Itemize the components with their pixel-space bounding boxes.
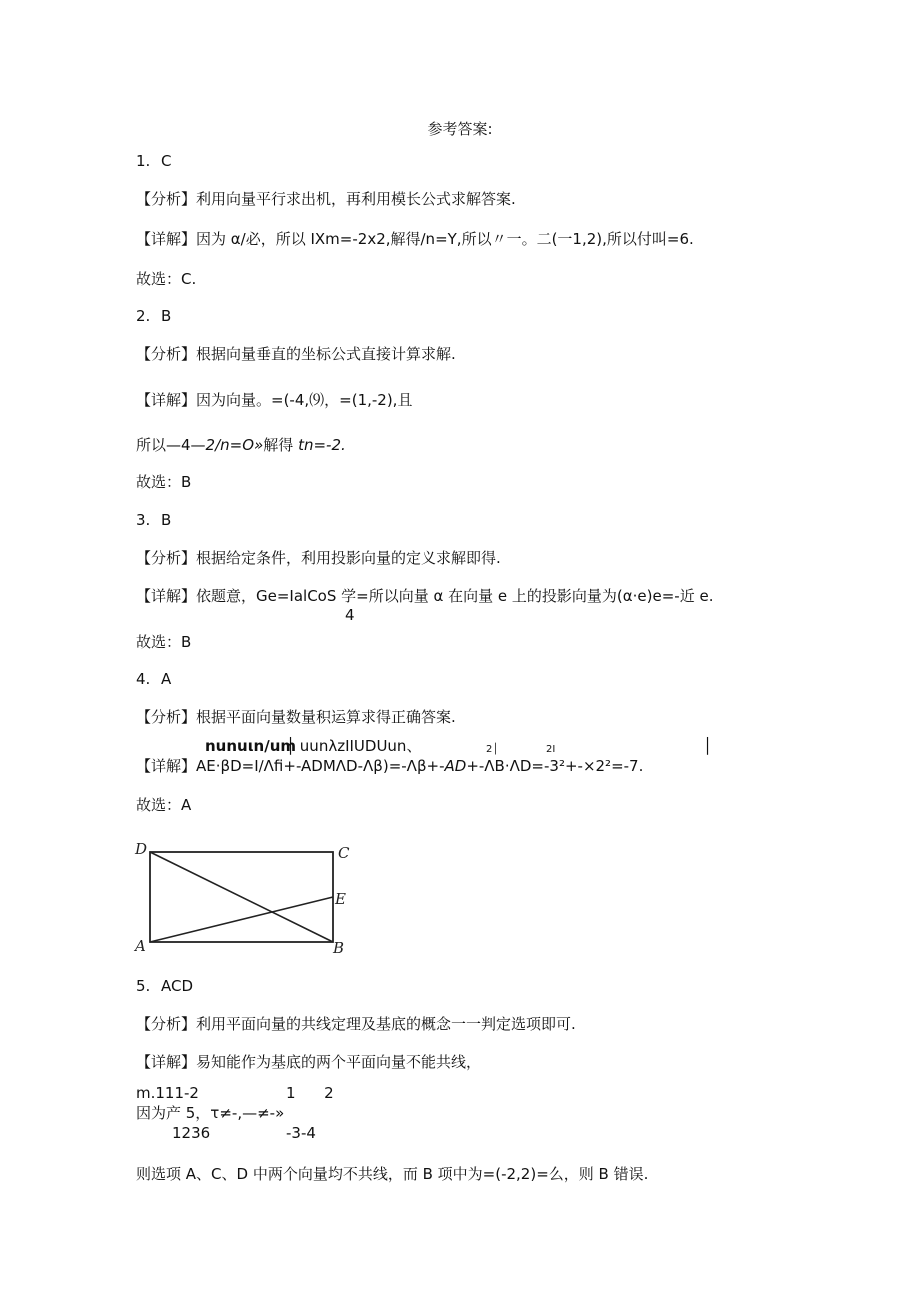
label-e: E xyxy=(335,890,346,908)
q4-overline-e: │ xyxy=(703,737,713,755)
q5-frac-bot-b: -3-4 xyxy=(286,1124,316,1142)
q2-choice: 故选：B xyxy=(136,473,192,491)
q3-analysis: 【分析】根据给定条件，利用投影向量的定义求解即得. xyxy=(136,549,501,567)
q4-overline-b: │ uunλzIIUDUun、 xyxy=(286,737,422,755)
q2-detail-line2-a: 所以—4— xyxy=(136,436,206,454)
q4-detail-ad: AD xyxy=(444,757,467,775)
q3-answer: B xyxy=(161,511,172,529)
rectangle-figure xyxy=(130,838,360,958)
q5-answer: ACD xyxy=(161,977,194,995)
q5-frac-top-b: 1 2 xyxy=(286,1084,334,1102)
q5-number: 5. xyxy=(136,977,151,995)
q2-detail-line2-b: 2∕n=O» xyxy=(205,436,264,454)
q2-number: 2. xyxy=(136,307,151,325)
q5-frac-top-a: m.111-2 xyxy=(136,1084,199,1102)
q3-number: 3. xyxy=(136,511,151,529)
q2-detail: 【详解】因为向量。=(-4,⑼，=(1,-2),且 xyxy=(136,391,413,409)
q3-detail: 【详解】依题意，Ge=IalCoS 学=所以向量 α 在向量 e 上的投影向量为(α·e)e=-近 e. xyxy=(136,587,714,605)
q5-frac-mid: 因为产 5，τ≠-,—≠-» xyxy=(136,1104,285,1122)
q4-choice: 故选：A xyxy=(136,796,192,814)
q4-detail xyxy=(136,757,643,775)
q1-analysis: 【分析】利用向量平行求出机，再利用模长公式求解答案. xyxy=(136,190,516,208)
q4-overline-c: 2│ xyxy=(486,744,499,755)
q1-answer: C xyxy=(161,152,172,170)
q5-frac-bot-a: 1236 xyxy=(172,1124,211,1142)
label-b: B xyxy=(333,939,345,957)
q3-choice: 故选：B xyxy=(136,633,192,651)
label-a: A xyxy=(135,937,146,955)
q4-detail-rest: +-ΛB·ΛD=-3²+-×2²=-7. xyxy=(466,757,644,775)
segment-ae xyxy=(150,897,333,942)
q4-number: 4. xyxy=(136,670,151,688)
q4-detail-a: 【详解】AE·βD=I∕Λfi+-ADMΛD-Λβ)=-Λβ+- xyxy=(136,757,445,775)
q2-detail-line2 xyxy=(136,436,346,454)
q4-overline-d: 2I xyxy=(546,744,556,755)
q2-answer: B xyxy=(161,307,172,325)
q2-detail-line2-d: tn=-2. xyxy=(298,436,346,454)
diagonal-db xyxy=(150,852,333,942)
label-c: C xyxy=(338,844,350,862)
label-d: D xyxy=(135,840,148,858)
q5-analysis: 【分析】利用平面向量的共线定理及基底的概念一一判定选项即可. xyxy=(136,1015,576,1033)
q1-choice: 故选：C. xyxy=(136,270,197,288)
q1-number: 1. xyxy=(136,152,151,170)
q2-detail-line2-c: 解得 xyxy=(263,436,299,454)
q4-answer: A xyxy=(161,670,172,688)
q4-overline-a: nunuιn∕um xyxy=(205,737,297,755)
page-title: 参考答案: xyxy=(427,120,493,138)
q1-detail: 【详解】因为 α/必，所以 IXm=-2x2,解得∕n=Y,所以〃一。二(一1,2),所以付叫=6. xyxy=(136,230,694,248)
q5-detail: 【详解】易知能作为基底的两个平面向量不能共线， xyxy=(136,1053,482,1071)
q4-analysis: 【分析】根据平面向量数量积运算求得正确答案. xyxy=(136,708,456,726)
q2-analysis: 【分析】根据向量垂直的坐标公式直接计算求解. xyxy=(136,345,456,363)
q3-detail-subscript: 4 xyxy=(345,606,355,624)
q5-conclusion: 则选项 A、C、D 中两个向量均不共线，而 B 项中为=(-2,2)=么，则 B 错误. xyxy=(136,1165,649,1183)
